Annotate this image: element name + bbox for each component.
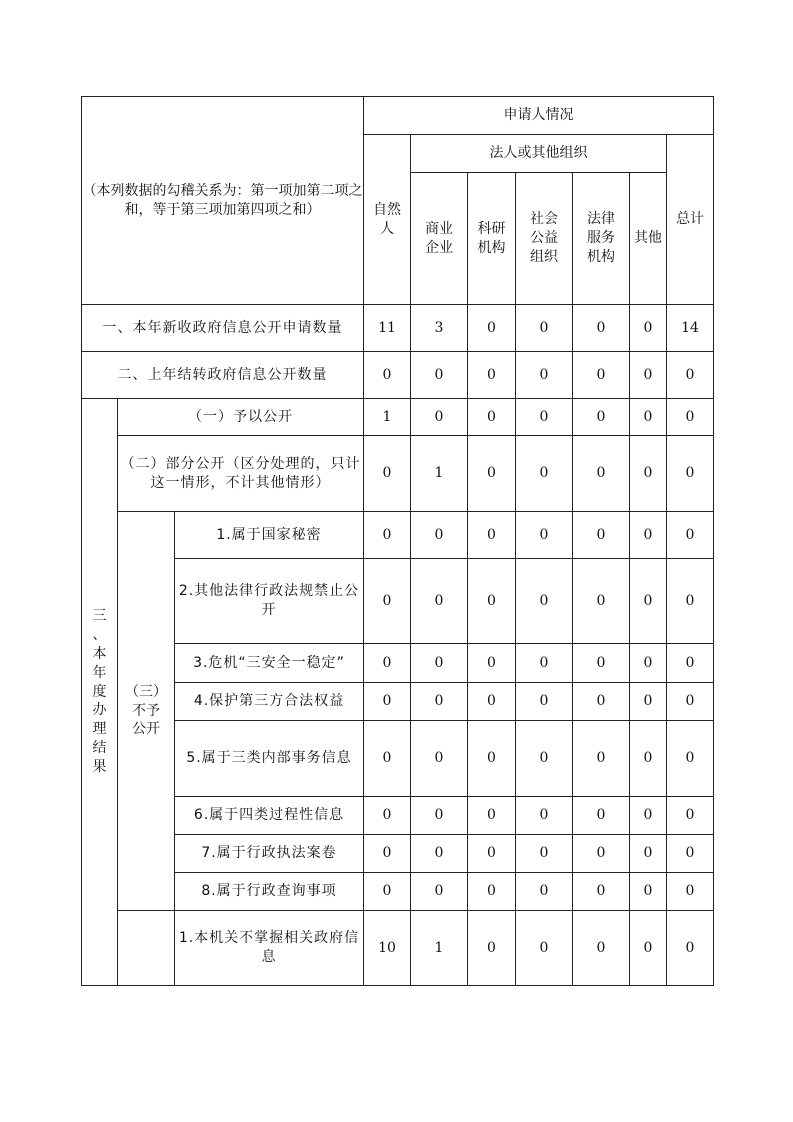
cell-value: 0 bbox=[411, 559, 468, 644]
cell-value: 0 bbox=[630, 512, 667, 559]
cell-value: 11 bbox=[364, 305, 411, 352]
cell-value: 0 bbox=[630, 436, 667, 512]
cell-value: 0 bbox=[468, 721, 516, 797]
cell-value: 0 bbox=[516, 644, 573, 683]
cell-value: 0 bbox=[364, 352, 411, 399]
cell-value: 0 bbox=[411, 644, 468, 683]
cell-value: 0 bbox=[573, 835, 630, 873]
natural-person-header: 自然 人 bbox=[364, 135, 411, 305]
cell-value: 0 bbox=[667, 835, 714, 873]
cell-value: 0 bbox=[630, 559, 667, 644]
cell-value: 0 bbox=[516, 911, 573, 986]
cell-value: 0 bbox=[667, 644, 714, 683]
row-label: 一、本年新收政府信息公开申请数量 bbox=[82, 305, 364, 352]
legal-service-header: 法律 服务 机构 bbox=[573, 173, 630, 305]
cell-value: 0 bbox=[411, 352, 468, 399]
cell-value: 0 bbox=[364, 873, 411, 911]
row-label: 1.属于国家秘密 bbox=[175, 512, 364, 559]
cell-value: 0 bbox=[468, 352, 516, 399]
row-label: 4.保护第三方合法权益 bbox=[175, 683, 364, 721]
cell-value: 0 bbox=[516, 873, 573, 911]
cell-value: 0 bbox=[468, 305, 516, 352]
cell-value: 0 bbox=[411, 683, 468, 721]
row-label: （二）部分公开（区分处理的，只计这一情形，不计其他情形） bbox=[118, 436, 364, 512]
cell-value: 0 bbox=[468, 683, 516, 721]
row-label: 6.属于四类过程性信息 bbox=[175, 797, 364, 835]
cell-value: 0 bbox=[516, 683, 573, 721]
cell-value: 0 bbox=[573, 399, 630, 436]
cell-value: 0 bbox=[630, 399, 667, 436]
cell-value: 0 bbox=[573, 305, 630, 352]
cell-value: 0 bbox=[667, 797, 714, 835]
section-3-label: 三 、 本 年 度 办 理 结 果 bbox=[82, 399, 118, 986]
row-label: 8.属于行政查询事项 bbox=[175, 873, 364, 911]
cell-value: 0 bbox=[468, 436, 516, 512]
cell-value: 0 bbox=[630, 352, 667, 399]
applicant-status-header: 申请人情况 bbox=[364, 97, 714, 135]
cell-value: 0 bbox=[573, 559, 630, 644]
cell-value: 0 bbox=[667, 512, 714, 559]
cell-value: 0 bbox=[516, 721, 573, 797]
cell-value: 0 bbox=[573, 352, 630, 399]
table-note: （本列数据的勾稽关系为：第一项加第二项之和，等于第三项加第四项之和） bbox=[82, 97, 364, 305]
row-label: 3.危机“三安全一稳定” bbox=[175, 644, 364, 683]
cell-value: 0 bbox=[573, 797, 630, 835]
cell-value: 0 bbox=[516, 352, 573, 399]
cell-value: 0 bbox=[516, 512, 573, 559]
cell-value: 0 bbox=[364, 436, 411, 512]
row-label: 2.其他法律行政法规禁止公开 bbox=[175, 559, 364, 644]
commercial-header: 商业 企业 bbox=[411, 173, 468, 305]
cell-value: 0 bbox=[468, 873, 516, 911]
total-header: 总计 bbox=[667, 135, 714, 305]
cell-value: 0 bbox=[573, 911, 630, 986]
cell-value: 14 bbox=[667, 305, 714, 352]
cell-value: 0 bbox=[411, 512, 468, 559]
cell-value: 0 bbox=[516, 436, 573, 512]
cell-value: 0 bbox=[667, 399, 714, 436]
cell-value: 0 bbox=[468, 911, 516, 986]
gov-info-disclosure-table bbox=[81, 96, 714, 986]
cell-value: 0 bbox=[468, 835, 516, 873]
cell-value: 0 bbox=[411, 721, 468, 797]
cell-value: 0 bbox=[411, 835, 468, 873]
cell-value: 0 bbox=[667, 721, 714, 797]
cell-value: 0 bbox=[573, 683, 630, 721]
row-label: （一）予以公开 bbox=[118, 399, 364, 436]
row-label: 5.属于三类内部事务信息 bbox=[175, 721, 364, 797]
cell-value: 0 bbox=[573, 873, 630, 911]
row-label: 7.属于行政执法案卷 bbox=[175, 835, 364, 873]
cell-value: 0 bbox=[364, 559, 411, 644]
not-public-group-label: （三） 不予 公开 bbox=[118, 512, 175, 911]
cell-value: 0 bbox=[364, 721, 411, 797]
cell-value: 0 bbox=[516, 797, 573, 835]
research-header: 科研 机构 bbox=[468, 173, 516, 305]
cell-value: 0 bbox=[667, 559, 714, 644]
cell-value: 0 bbox=[468, 644, 516, 683]
cell-value: 0 bbox=[468, 797, 516, 835]
cell-value: 0 bbox=[516, 559, 573, 644]
cell-value: 0 bbox=[667, 436, 714, 512]
cell-value: 0 bbox=[468, 512, 516, 559]
row-label: 二、上年结转政府信息公开数量 bbox=[82, 352, 364, 399]
cell-value: 0 bbox=[630, 911, 667, 986]
other-header: 其他 bbox=[630, 173, 667, 305]
cell-value: 0 bbox=[364, 835, 411, 873]
cell-value: 0 bbox=[667, 352, 714, 399]
cell-value: 0 bbox=[573, 512, 630, 559]
cell-value: 0 bbox=[364, 683, 411, 721]
row-label: 1.本机关不掌握相关政府信息 bbox=[175, 911, 364, 986]
cell-value: 0 bbox=[667, 911, 714, 986]
cell-value: 0 bbox=[364, 644, 411, 683]
cell-value: 0 bbox=[516, 835, 573, 873]
cell-value: 0 bbox=[364, 512, 411, 559]
cell-value: 0 bbox=[573, 644, 630, 683]
cell-value: 0 bbox=[516, 305, 573, 352]
cell-value: 0 bbox=[411, 797, 468, 835]
cell-value: 0 bbox=[667, 873, 714, 911]
legal-group-header: 法人或其他组织 bbox=[411, 135, 667, 173]
cell-value: 0 bbox=[411, 399, 468, 436]
cell-value: 0 bbox=[468, 399, 516, 436]
cell-value: 1 bbox=[411, 911, 468, 986]
cell-value: 0 bbox=[573, 721, 630, 797]
cell-value: 0 bbox=[630, 305, 667, 352]
cell-value: 0 bbox=[516, 399, 573, 436]
cell-value: 0 bbox=[411, 873, 468, 911]
cell-value: 0 bbox=[630, 683, 667, 721]
cell-value: 1 bbox=[364, 399, 411, 436]
cell-value: 0 bbox=[468, 559, 516, 644]
cell-value: 0 bbox=[364, 797, 411, 835]
cell-value: 0 bbox=[630, 873, 667, 911]
cell-value: 0 bbox=[630, 644, 667, 683]
cell-value: 1 bbox=[411, 436, 468, 512]
social-welfare-header: 社会 公益 组织 bbox=[516, 173, 573, 305]
cell-value: 10 bbox=[364, 911, 411, 986]
cell-value: 0 bbox=[630, 721, 667, 797]
cell-value: 0 bbox=[630, 835, 667, 873]
cell-value: 3 bbox=[411, 305, 468, 352]
cell-value: 0 bbox=[667, 683, 714, 721]
cell-value: 0 bbox=[630, 797, 667, 835]
cell-value: 0 bbox=[573, 436, 630, 512]
unable-group-label bbox=[118, 911, 175, 986]
